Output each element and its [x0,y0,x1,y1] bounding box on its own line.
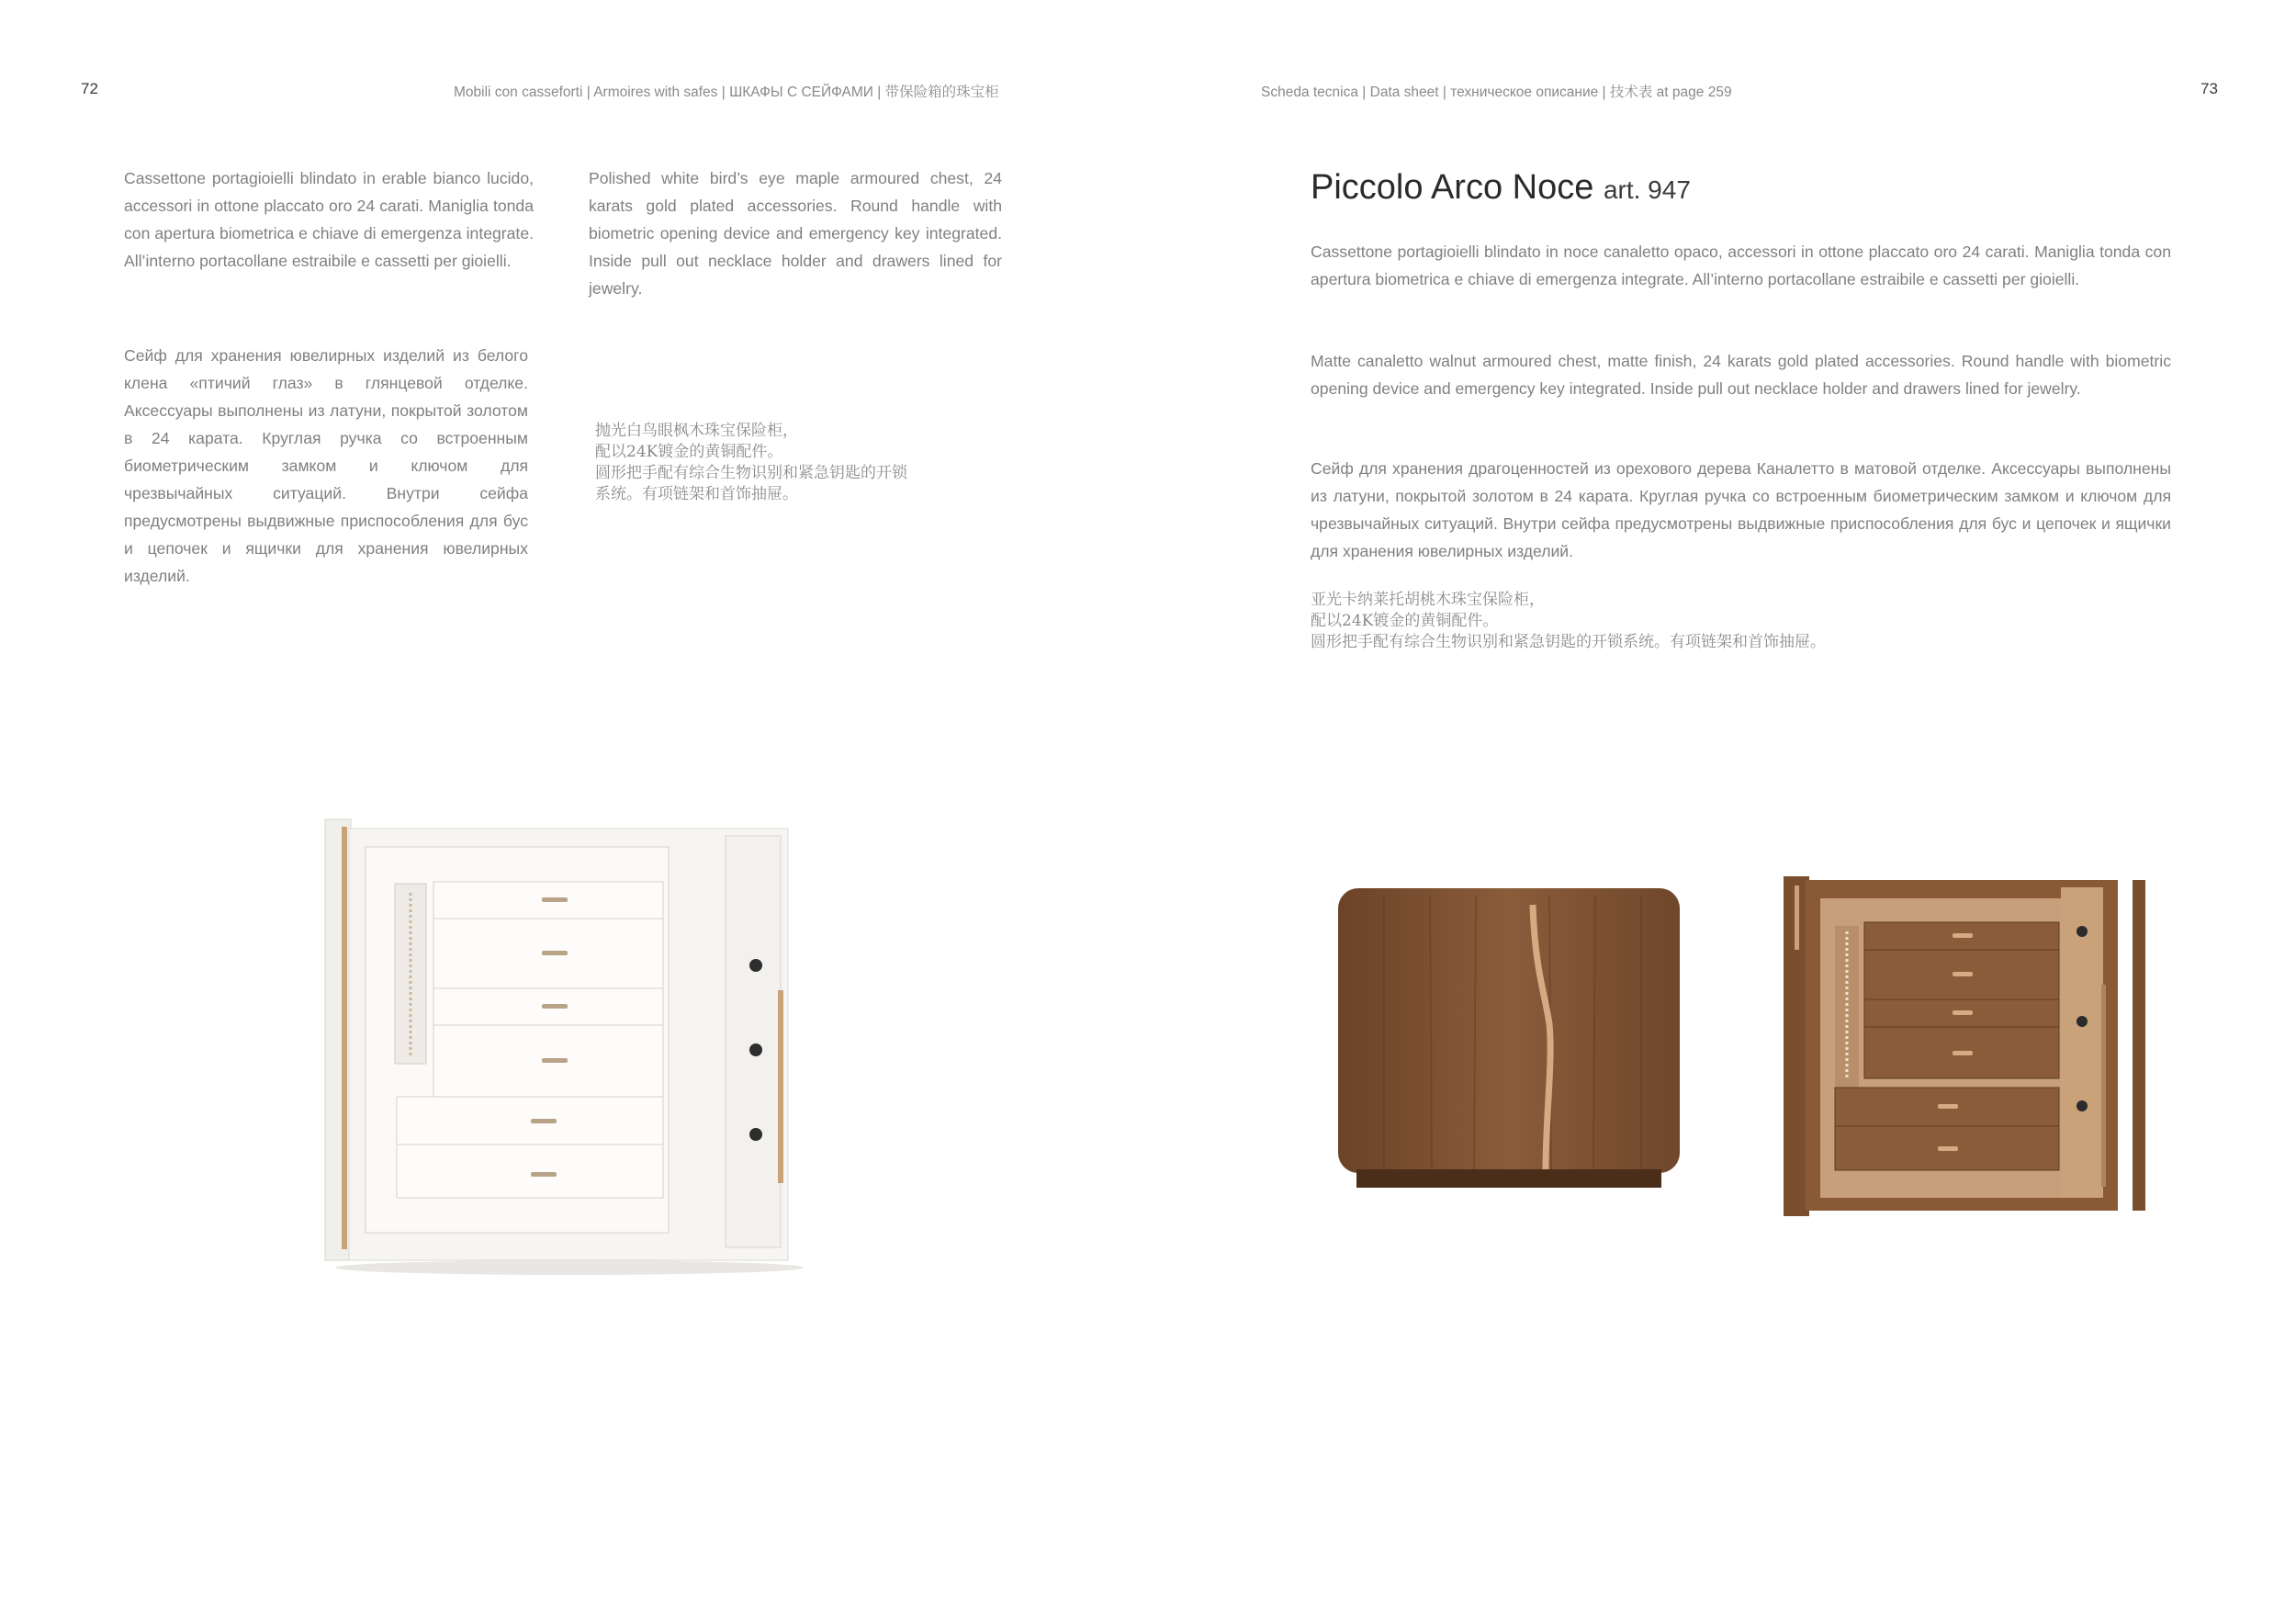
section-header-right: Scheda tecnica | Data sheet | техническое описание | 技术表 at page 259 [1261,85,1732,100]
section-header-left: Mobili con casseforti | Armoires with safes | ШКАФЫ С СЕЙФАМИ | 带保险箱的珠宝柜 [454,85,999,100]
russian-text: Сейф для хранения ювелирных изделий из белого клена «птичий глаз» в глянцевой отделке. Аксессуары выполнены из латуни, покрытой золотом в 24 карата. Круглая ручка со встроенным биометрическим замком и ключом для чрезвычайных ситуаций. Внутри сейфа предусмотрены выдвижные приспособления для бус и цепочек и ящички для хранения ювелирных изделий. [124,346,528,585]
white-safe-image [321,808,817,1277]
walnut-cabinet-open-image [1780,871,2147,1220]
article-number: art. 947 [1603,175,1691,204]
russian-text: Сейф для хранения драгоценностей из орехового дерева Каналетто в матовой отделке. Аксессуары выполнены из латуни, покрытой золотом в 24 карата. Круглая ручка со встроенным биометрическим замком и ключом для чрезвычайных ситуаций. Внутри сейфа предусмотрены выдвижные приспособления для бус и цепочек и ящички для хранения ювелирных изделий. [1311,459,2171,560]
product-title [1311,168,1691,208]
description-russian-right [1311,455,2171,565]
english-text: Polished white bird’s eye maple armoured chest, 24 karats gold plated accessories. Round handle with biometric opening device and emergency key integrated. Inside pull out necklace holder and drawers lined for jewelry. [589,169,1002,298]
description-english-left [589,164,1002,302]
walnut-cabinet-closed-image [1329,877,1689,1194]
english-text: Matte canaletto walnut armoured chest, matte finish, 24 karats gold plated accessories. Round handle with biometric opening device and emergency key integrated. Inside pull out necklace holder and drawers lined for jewelry. [1311,352,2171,398]
description-chinese-right: 亚光卡纳莱托胡桃木珠宝保险柜， 配以24K镀金的黄铜配件。 圆形把手配有综合生物识别和紧急钥匙的开锁系统。有项链架和首饰抽屉。 [1311,591,1826,651]
italian-text: Cassettone portagioielli blindato in erable bianco lucido, accessori in ottone placcato oro 24 carati. Maniglia tonda con apertura biometrica e chiave di emergenza integrate. All’interno portacollane estraibile e cassetti per gioielli. [124,169,534,270]
description-russian-left [124,342,528,590]
italian-text: Cassettone portagioielli blindato in noce canaletto opaco, accessori in ottone placcato oro 24 carati. Maniglia tonda con apertura biometrica e chiave di emergenza integrate. All’interno portacollane estraibile e cassetti per gioielli. [1311,242,2171,288]
page-number-left: 72 [81,80,98,97]
description-italian-right [1311,238,2171,293]
description-chinese-left: 抛光白鸟眼枫木珠宝保险柜， 配以24K镀金的黄铜配件。 圆形把手配有综合生物识别和紧急钥匙的开锁 系统。有项链架和首饰抽屉。 [595,422,907,503]
page-number-right: 73 [2200,80,2218,97]
description-english-right [1311,347,2171,402]
product-name: Piccolo Arco Noce [1311,168,1594,207]
description-italian-left [124,164,534,275]
